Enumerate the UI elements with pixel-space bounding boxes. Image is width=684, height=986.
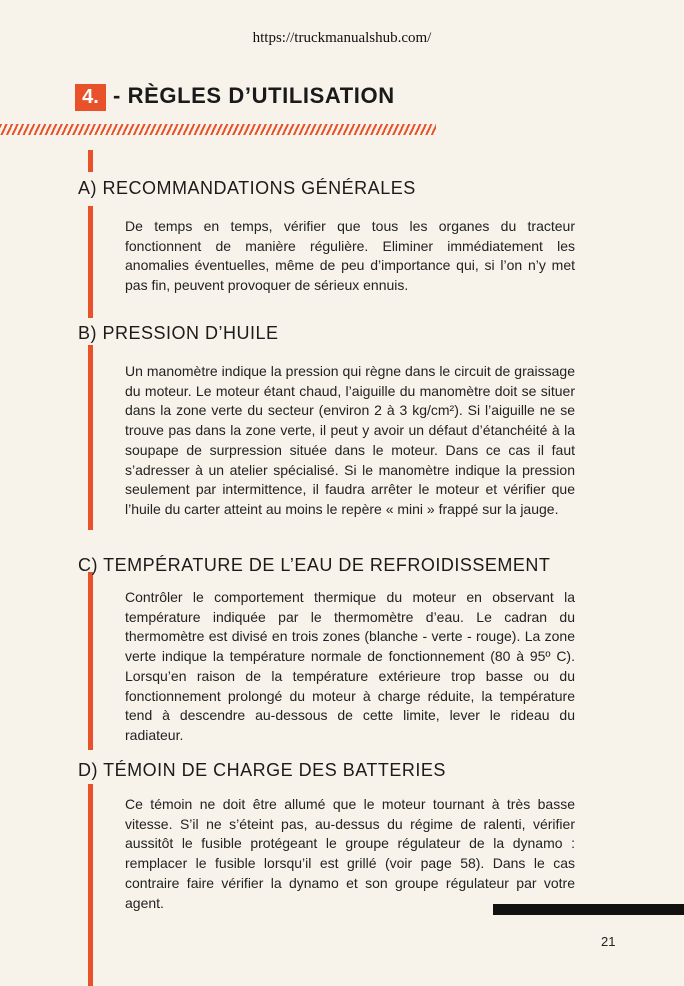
section-text-a: De temps en temps, vérifier que tous les organes du tracteur fonctionnent de manière régulière. Eliminer immédiatement les anomalies éventuelles, même de peu d’importance qui, si l’on n’y met pas fin, peuvent provoquer de sérieux ennuis. xyxy=(125,218,575,294)
section-title-c: C) TEMPÉRATURE DE L’EAU DE REFROIDISSEMENT xyxy=(78,555,551,575)
section-text-d: Ce témoin ne doit être allumé que le moteur tournant à très basse vitesse. S’il ne s’éteint pas, au-dessus du régime de ralenti, vérifier aussitôt le fusible protégeant le groupe régulateur de la dynamo : remplacer le fusible lorsqu’il est grillé (voir page 58). Dans le cas contraire faire vérifier la dynamo et son groupe régulateur par votre agent. xyxy=(125,796,575,911)
source-url[interactable]: https://truckmanualshub.com/ xyxy=(252,30,432,46)
section-title-a: A) RECOMMANDATIONS GÉNÉRALES xyxy=(78,178,416,198)
hatched-divider xyxy=(0,124,436,135)
margin-bar xyxy=(88,572,93,750)
section-text-b: Un manomètre indique la pression qui règne dans le circuit de graissage du moteur. Le moteur étant chaud, l’aiguille du manomètre doit se situer dans la zone verte du secteur (environ 2 à 3 kg/cm²). Si l’aiguille ne se trouve pas dans la zone verte, il peut y avoir un défaut d’étanchéité à la soupape de surpression située dans le moteur. Dans ce cas il faut s’adresser à un atelier spécialisé. Si le manomètre indique la pression seulement par intermittence, il faudra arrêter le moteur et vérifier que l’huile du carter atteint au moins le repère « mini » frappé sur la jauge. xyxy=(125,363,575,517)
section-title-b: B) PRESSION D’HUILE xyxy=(78,323,279,343)
chapter-number-badge: 4. xyxy=(75,84,106,111)
footer-black-bar xyxy=(493,904,684,915)
section-title-d: D) TÉMOIN DE CHARGE DES BATTERIES xyxy=(78,760,446,780)
margin-bar xyxy=(88,150,93,172)
margin-bar xyxy=(88,784,93,986)
page-number: 21 xyxy=(601,934,616,949)
margin-bar xyxy=(88,206,93,318)
section-text-c: Contrôler le comportement thermique du moteur en observant la température indiquée par le thermomètre d’eau. Le cadran du thermomètre est divisé en trois zones (blanche - verte - rouge). La zone verte indique la température normale de fonctionnement (80 à 95º C). Lorsqu’en raison de la température extérieure trop basse ou du fonctionnement prolongé du moteur à charge réduite, la température tend à descendre au-dessous de cette limite, lever le rideau du radiateur. xyxy=(125,589,575,743)
chapter-title: - RÈGLES D’UTILISATION xyxy=(113,83,395,108)
margin-bar xyxy=(88,345,93,530)
